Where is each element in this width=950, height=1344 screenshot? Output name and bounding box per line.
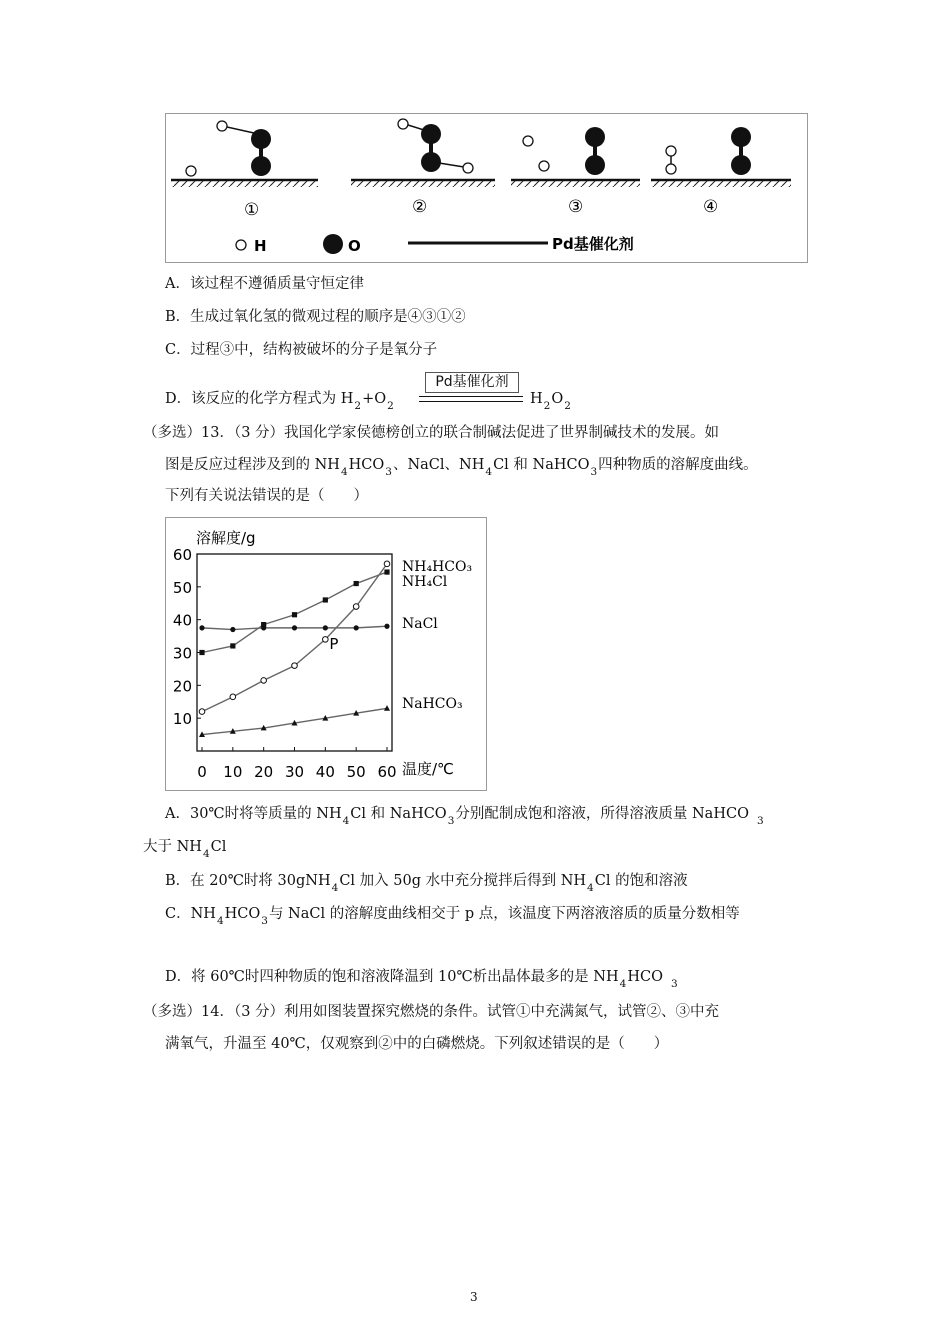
q13-option-b: [165, 871, 688, 892]
page-number: 3: [470, 1290, 478, 1304]
equals-line-bottom: [419, 401, 523, 402]
solubility-chart-frame: [165, 517, 487, 791]
q12-option-d: [165, 389, 395, 410]
data-point: [384, 569, 389, 574]
solubility-chart: [166, 518, 486, 790]
subscript: 4: [202, 848, 210, 860]
x-tick-label: 40: [315, 763, 335, 781]
subscript: 3: [447, 815, 455, 827]
x-tick-label: 60: [377, 763, 397, 781]
y-tick-label: 10: [172, 710, 192, 729]
subscript: 4: [340, 466, 348, 478]
text: A．30℃时将等质量的 NH: [165, 806, 342, 822]
data-point: [199, 625, 204, 630]
q13-option-d: [165, 967, 679, 988]
text: D．将 60℃时四种物质的饱和溶液降温到 10℃析出晶体最多的是 NH: [165, 969, 619, 985]
o-atom: [585, 155, 605, 175]
x-axis-label: 温度/℃: [402, 760, 454, 778]
panel-3: [511, 127, 640, 187]
series-label: NaCl: [402, 616, 438, 632]
data-point: [230, 694, 236, 700]
data-point: [230, 627, 235, 632]
subscript: 2: [387, 400, 394, 412]
text: Cl 和 NaHCO: [493, 457, 590, 473]
q12-option-a: A．该过程不遵循质量守恒定律: [165, 276, 364, 292]
panel-1: [171, 121, 318, 187]
reaction-condition: [419, 372, 523, 406]
subscript: 4: [216, 915, 224, 927]
o-atom: [421, 124, 441, 144]
subscript: 2: [564, 400, 571, 412]
data-point: [261, 625, 266, 630]
text: HCO: [224, 906, 261, 922]
q12-d-h: H: [340, 391, 354, 407]
data-point: [199, 709, 205, 715]
h-atom: [186, 166, 196, 176]
data-point: [261, 678, 267, 684]
data-point: [354, 581, 359, 586]
text: Cl: [210, 839, 227, 855]
subscript: 3: [590, 466, 598, 478]
h-atom: [217, 121, 227, 131]
subscript: 2: [543, 400, 551, 412]
data-point: [323, 637, 329, 643]
subscript: 4: [331, 882, 339, 894]
text: Cl 的饱和溶液: [594, 873, 688, 889]
panel-2-label: ②: [412, 197, 428, 217]
panel-1-label: ①: [244, 200, 260, 220]
panel-3-label: ③: [568, 197, 584, 217]
legend-o-icon: [323, 234, 343, 254]
y-tick-label: 40: [172, 611, 192, 630]
text: HCO: [348, 457, 385, 473]
x-tick-label: 50: [346, 763, 366, 781]
text: 四种物质的溶解度曲线。: [598, 457, 758, 473]
subscript: 4: [485, 466, 493, 478]
q12-option-b: B．生成过氧化氢的微观过程的顺序是④③①②: [165, 309, 466, 325]
text: 、NaCl、NH: [392, 457, 485, 473]
intersection-label: P: [329, 634, 339, 653]
text: 大于 NH: [143, 839, 202, 855]
o-atom: [251, 129, 271, 149]
q13-stem-line1: （多选）13．（3 分）我国化学家侯德榜创立的联合制碱法促进了世界制碱技术的发展。如: [143, 425, 720, 441]
y-tick-label: 60: [172, 546, 192, 564]
product-o: O: [551, 391, 564, 407]
legend-o-label: O: [348, 237, 361, 255]
subscript: 2: [354, 400, 362, 412]
catalyst-label: Pd基催化剂: [425, 372, 519, 393]
series-line: [202, 564, 387, 712]
q13-option-a-line1: [165, 804, 765, 825]
o-atom: [585, 127, 605, 147]
text: Cl 和 NaHCO: [350, 806, 447, 822]
series-label: NH₄HCO₃: [402, 559, 473, 575]
q14-stem-line2: 满氧气，升温至 40℃，仅观察到②中的白磷燃烧。下列叙述错误的是（ ）: [165, 1036, 669, 1052]
q13-stem-line3: 下列有关说法错误的是（ ）: [165, 488, 368, 504]
data-point: [384, 624, 389, 629]
q13-option-a-line2: [143, 837, 226, 858]
h-atom: [523, 136, 533, 146]
o-atom: [251, 156, 271, 176]
subscript: 3: [385, 466, 392, 478]
subscript: 3: [261, 915, 268, 927]
panel-2: [351, 119, 495, 187]
text: B．在 20℃时将 30gNH: [165, 873, 331, 889]
o-atom: [421, 152, 441, 172]
h-atom: [666, 164, 676, 174]
o-atom: [731, 127, 751, 147]
text: C．NH: [165, 906, 216, 922]
x-tick-label: 10: [223, 763, 243, 781]
data-point: [354, 625, 359, 630]
q12-d-plus-o: +O: [362, 391, 387, 407]
x-tick-label: 20: [254, 763, 274, 781]
q13-stem-line2: [165, 455, 758, 476]
catalyst-diagram: [166, 114, 807, 262]
y-tick-label: 30: [172, 644, 192, 663]
o-atom: [731, 155, 751, 175]
legend-h-label: H: [254, 237, 267, 255]
series-label: NH₄Cl: [402, 574, 448, 590]
subscript: 3: [756, 815, 764, 827]
h-atom: [666, 146, 676, 156]
y-tick-label: 50: [172, 578, 192, 597]
text: 图是反应过程涉及到的 NH: [165, 457, 340, 473]
h-atom: [539, 161, 549, 171]
subscript: 3: [670, 978, 678, 990]
x-tick-label: 30: [284, 763, 305, 781]
data-point: [384, 561, 390, 567]
text: 与 NaCl 的溶解度曲线相交于 p 点，该温度下两溶液溶质的质量分数相等: [268, 906, 740, 922]
q12-d-text: D．该反应的化学方程式为: [165, 391, 337, 407]
subscript: 4: [587, 882, 594, 894]
text: HCO: [627, 969, 663, 985]
catalyst-figure: [165, 113, 808, 263]
data-point: [384, 705, 390, 711]
text: Cl 加入 50g 水中充分搅拌后得到 NH: [339, 873, 587, 889]
data-point: [292, 663, 298, 669]
legend-catalyst-label: Pd基催化剂: [552, 235, 634, 253]
q12-d-product: [530, 389, 572, 410]
data-point: [353, 604, 359, 610]
data-point: [323, 625, 328, 630]
text: 分别配制成饱和溶液，所得溶液质量 NaHCO: [455, 806, 749, 822]
subscript: 4: [342, 815, 350, 827]
data-point: [292, 612, 297, 617]
data-point: [292, 625, 297, 630]
y-tick-label: 20: [172, 677, 192, 696]
legend-h-icon: [236, 240, 246, 250]
panel-4-label: ④: [703, 197, 719, 217]
h-atom: [463, 163, 473, 173]
panel-4: [651, 127, 791, 187]
y-axis-label: 溶解度/g: [196, 529, 256, 547]
q14-stem-line1: （多选）14．（3 分）利用如图装置探究燃烧的条件。试管①中充满氮气，试管②、③中充: [143, 1004, 720, 1020]
product-h: H: [530, 391, 543, 407]
series-label: NaHCO₃: [402, 696, 463, 712]
data-point: [230, 643, 235, 648]
q13-option-c: [165, 904, 740, 925]
h-atom: [398, 119, 408, 129]
x-tick-label: 0: [197, 763, 207, 781]
data-point: [323, 597, 328, 602]
data-point: [199, 650, 204, 655]
equals-line-top: [419, 396, 523, 397]
q12-option-c: C．过程③中，结构被破坏的分子是氧分子: [165, 342, 438, 358]
subscript: 4: [619, 978, 627, 990]
